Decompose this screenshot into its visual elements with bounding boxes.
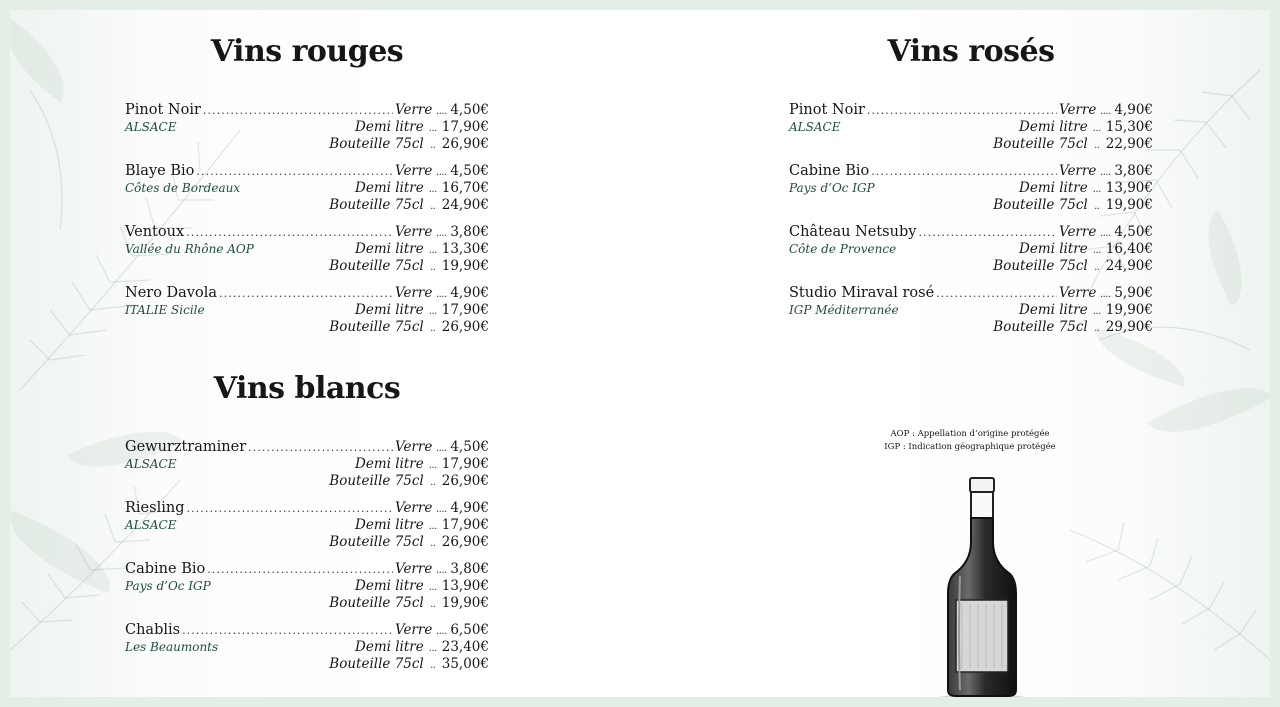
price-amount: 35,00€ (441, 656, 489, 672)
wine-item (125, 622, 489, 673)
wine-row-bottle (125, 258, 489, 275)
wine-row-half (789, 180, 1153, 197)
price-label: Demi litre (1019, 180, 1088, 196)
price-label: Verre (1058, 102, 1097, 118)
leader-dots (186, 500, 392, 517)
wine-row-half (125, 302, 489, 319)
price-amount: 4,50€ (1114, 224, 1153, 240)
price-label: Verre (394, 102, 433, 118)
price-label: Bouteille 75cl (329, 473, 424, 489)
wine-region: Côtes de Bordeaux (125, 181, 241, 195)
price-glass: Verre .... 4,90€ (394, 500, 489, 516)
wine-name: Studio Miraval rosé (789, 285, 935, 301)
wine-row-half (789, 302, 1153, 319)
wine-row-bottle (125, 136, 489, 153)
price-label: Bouteille 75cl (993, 197, 1088, 213)
section-vins-roses (789, 34, 1153, 336)
price-amount: 24,90€ (441, 197, 489, 213)
wine-region: Côte de Provence (789, 242, 897, 256)
legend-igp: IGP : Indication géographique protégée (884, 442, 1056, 452)
wine-row-half (125, 639, 489, 656)
leader-dots (871, 163, 1057, 180)
wine-row-bottle (125, 319, 489, 336)
price-label: Demi litre (355, 517, 424, 533)
price-bottle: Bouteille 75cl .. 19,90€ (993, 197, 1153, 213)
wine-region: ITALIE Sicile (125, 303, 205, 317)
wine-row-half (125, 517, 489, 534)
price-amount: 19,90€ (1105, 197, 1153, 213)
price-amount: 3,80€ (450, 224, 489, 240)
price-label: Verre (394, 622, 433, 638)
price-amount: 13,30€ (441, 241, 489, 257)
price-label: Demi litre (355, 119, 424, 135)
wine-row-glass (125, 163, 489, 180)
price-amount: 17,90€ (441, 302, 489, 318)
price-amount: 6,50€ (450, 622, 489, 638)
wine-row-glass (125, 224, 489, 241)
price-half: Demi litre ... 13,30€ (355, 241, 489, 257)
price-label: Bouteille 75cl (329, 534, 424, 550)
price-label: Verre (394, 439, 433, 455)
price-glass: Verre .... 4,50€ (1058, 224, 1153, 240)
wine-row-glass (125, 285, 489, 302)
wine-name: Chablis (125, 622, 181, 638)
leader-dots (867, 102, 1057, 119)
wine-name: Pinot Noir (125, 102, 201, 118)
price-label: Verre (1058, 224, 1097, 240)
price-label: Bouteille 75cl (993, 319, 1088, 335)
wine-item (125, 285, 489, 336)
price-glass: Verre .... 4,50€ (394, 163, 489, 179)
price-bottle: Bouteille 75cl .. 19,90€ (329, 258, 489, 274)
price-label: Demi litre (355, 180, 424, 196)
price-glass: Verre .... 3,80€ (1058, 163, 1153, 179)
leader-dots (186, 224, 393, 241)
price-bottle: Bouteille 75cl .. 22,90€ (993, 136, 1153, 152)
wine-row-glass (125, 500, 489, 517)
wine-name: Blaye Bio (125, 163, 195, 179)
price-label: Demi litre (355, 578, 424, 594)
price-half: Demi litre ... 15,30€ (1019, 119, 1153, 135)
price-half: Demi litre ... 17,90€ (355, 517, 489, 533)
price-amount: 26,90€ (441, 473, 489, 489)
price-glass: Verre .... 4,50€ (394, 102, 489, 118)
price-bottle: Bouteille 75cl .. 29,90€ (993, 319, 1153, 335)
price-glass: Verre .... 6,50€ (394, 622, 489, 638)
wine-name: Nero Davola (125, 285, 218, 301)
price-amount: 5,90€ (1114, 285, 1153, 301)
wine-region: Pays d’Oc IGP (125, 579, 211, 593)
wine-row-half (125, 578, 489, 595)
price-bottle: Bouteille 75cl .. 26,90€ (329, 319, 489, 335)
price-amount: 17,90€ (441, 119, 489, 135)
price-amount: 4,50€ (450, 163, 489, 179)
price-amount: 4,50€ (450, 439, 489, 455)
wine-name: Cabine Bio (789, 163, 870, 179)
wine-item (125, 439, 489, 490)
price-glass: Verre .... 3,80€ (394, 224, 489, 240)
wine-row-half (125, 241, 489, 258)
price-label: Demi litre (1019, 302, 1088, 318)
wine-region: ALSACE (125, 518, 177, 532)
price-label: Verre (394, 285, 433, 301)
price-half: Demi litre ... 13,90€ (355, 578, 489, 594)
price-half: Demi litre ... 17,90€ (355, 456, 489, 472)
leader-dots (936, 285, 1057, 302)
price-half: Demi litre ... 13,90€ (1019, 180, 1153, 196)
price-label: Bouteille 75cl (993, 258, 1088, 274)
price-half: Demi litre ... 17,90€ (355, 119, 489, 135)
wine-region: ALSACE (125, 457, 177, 471)
price-amount: 3,80€ (450, 561, 489, 577)
price-amount: 22,90€ (1105, 136, 1153, 152)
wine-row-glass (789, 224, 1153, 241)
price-label: Demi litre (355, 241, 424, 257)
menu-page (10, 10, 1270, 697)
price-amount: 19,90€ (441, 595, 489, 611)
wine-item (789, 102, 1153, 153)
section-vins-blancs (125, 371, 489, 673)
price-amount: 13,90€ (441, 578, 489, 594)
price-label: Verre (394, 163, 433, 179)
wine-row-glass (125, 561, 489, 578)
wine-item (789, 224, 1153, 275)
wine-item (789, 163, 1153, 214)
wine-row-glass (125, 439, 489, 456)
price-bottle: Bouteille 75cl .. 35,00€ (329, 656, 489, 672)
price-amount: 23,40€ (441, 639, 489, 655)
wine-region: Les Beaumonts (125, 640, 219, 654)
wine-bottle-icon (932, 476, 1032, 697)
price-amount: 4,90€ (450, 500, 489, 516)
price-amount: 29,90€ (1105, 319, 1153, 335)
price-glass: Verre .... 4,50€ (394, 439, 489, 455)
wine-row-glass (789, 163, 1153, 180)
leader-dots (203, 102, 393, 119)
wine-name: Château Netsuby (789, 224, 917, 240)
leader-dots (196, 163, 393, 180)
wine-region: ALSACE (125, 120, 177, 134)
wine-row-bottle (125, 595, 489, 612)
price-label: Bouteille 75cl (993, 136, 1088, 152)
wine-item (125, 163, 489, 214)
wine-region: IGP Méditerranée (789, 303, 899, 317)
price-label: Bouteille 75cl (329, 319, 424, 335)
wine-name: Ventoux (125, 224, 185, 240)
price-label: Verre (1058, 163, 1097, 179)
wine-name: Cabine Bio (125, 561, 206, 577)
price-label: Bouteille 75cl (329, 595, 424, 611)
price-half: Demi litre ... 23,40€ (355, 639, 489, 655)
price-glass: Verre .... 5,90€ (1058, 285, 1153, 301)
price-amount: 4,90€ (450, 285, 489, 301)
price-amount: 19,90€ (1105, 302, 1153, 318)
price-bottle: Bouteille 75cl .. 26,90€ (329, 473, 489, 489)
leader-dots (182, 622, 393, 639)
price-amount: 26,90€ (441, 534, 489, 550)
wine-item (789, 285, 1153, 336)
section-title: Vins rosés (887, 34, 1055, 69)
legend (860, 428, 1080, 454)
wine-row-bottle (789, 319, 1153, 336)
price-label: Demi litre (355, 456, 424, 472)
price-label: Verre (394, 224, 433, 240)
section-title: Vins blancs (213, 371, 401, 406)
price-label: Bouteille 75cl (329, 136, 424, 152)
price-amount: 17,90€ (441, 517, 489, 533)
legend-aop: AOP : Appellation d’origine protégée (890, 429, 1050, 439)
price-glass: Verre .... 3,80€ (394, 561, 489, 577)
wine-name: Riesling (125, 500, 185, 516)
wine-row-half (789, 241, 1153, 258)
price-label: Verre (394, 500, 433, 516)
price-label: Demi litre (355, 302, 424, 318)
price-amount: 17,90€ (441, 456, 489, 472)
wine-region: Pays d’Oc IGP (789, 181, 875, 195)
price-half: Demi litre ... 16,70€ (355, 180, 489, 196)
price-amount: 4,90€ (1114, 102, 1153, 118)
wine-name: Gewurztraminer (125, 439, 247, 455)
price-amount: 16,70€ (441, 180, 489, 196)
price-amount: 3,80€ (1114, 163, 1153, 179)
price-amount: 15,30€ (1105, 119, 1153, 135)
leader-dots (219, 285, 393, 302)
price-bottle: Bouteille 75cl .. 24,90€ (993, 258, 1153, 274)
price-amount: 26,90€ (441, 136, 489, 152)
price-bottle: Bouteille 75cl .. 24,90€ (329, 197, 489, 213)
leader-dots (248, 439, 393, 456)
wine-row-half (125, 456, 489, 473)
price-label: Demi litre (1019, 119, 1088, 135)
price-label: Verre (394, 561, 433, 577)
section-vins-rouges (125, 34, 489, 336)
price-amount: 24,90€ (1105, 258, 1153, 274)
wine-row-half (789, 119, 1153, 136)
price-label: Demi litre (1019, 241, 1088, 257)
wine-item (125, 500, 489, 551)
price-label: Verre (1058, 285, 1097, 301)
wine-row-bottle (125, 197, 489, 214)
price-half: Demi litre ... 17,90€ (355, 302, 489, 318)
wine-row-bottle (125, 656, 489, 673)
wine-item (125, 224, 489, 275)
wine-region: ALSACE (789, 120, 841, 134)
wine-region: Vallée du Rhône AOP (125, 242, 254, 256)
price-half: Demi litre ... 16,40€ (1019, 241, 1153, 257)
wine-row-glass (789, 285, 1153, 302)
wine-name: Pinot Noir (789, 102, 865, 118)
price-label: Bouteille 75cl (329, 258, 424, 274)
price-label: Bouteille 75cl (329, 656, 424, 672)
wine-row-half (125, 119, 489, 136)
leader-dots (918, 224, 1057, 241)
section-title: Vins rouges (210, 34, 404, 69)
price-label: Bouteille 75cl (329, 197, 424, 213)
price-amount: 4,50€ (450, 102, 489, 118)
wine-row-bottle (125, 534, 489, 551)
wine-row-half (125, 180, 489, 197)
price-bottle: Bouteille 75cl .. 26,90€ (329, 534, 489, 550)
wine-item (125, 561, 489, 612)
wine-item (125, 102, 489, 153)
wine-row-bottle (789, 197, 1153, 214)
wine-row-bottle (125, 473, 489, 490)
wine-row-glass (125, 622, 489, 639)
wine-row-glass (125, 102, 489, 119)
wine-row-glass (789, 102, 1153, 119)
price-amount: 13,90€ (1105, 180, 1153, 196)
wine-row-bottle (789, 258, 1153, 275)
wine-row-bottle (789, 136, 1153, 153)
leader-dots (207, 561, 393, 578)
price-amount: 26,90€ (441, 319, 489, 335)
price-bottle: Bouteille 75cl .. 26,90€ (329, 136, 489, 152)
price-amount: 19,90€ (441, 258, 489, 274)
price-glass: Verre .... 4,90€ (394, 285, 489, 301)
price-glass: Verre .... 4,90€ (1058, 102, 1153, 118)
price-amount: 16,40€ (1105, 241, 1153, 257)
price-half: Demi litre ... 19,90€ (1019, 302, 1153, 318)
price-label: Demi litre (355, 639, 424, 655)
price-bottle: Bouteille 75cl .. 19,90€ (329, 595, 489, 611)
